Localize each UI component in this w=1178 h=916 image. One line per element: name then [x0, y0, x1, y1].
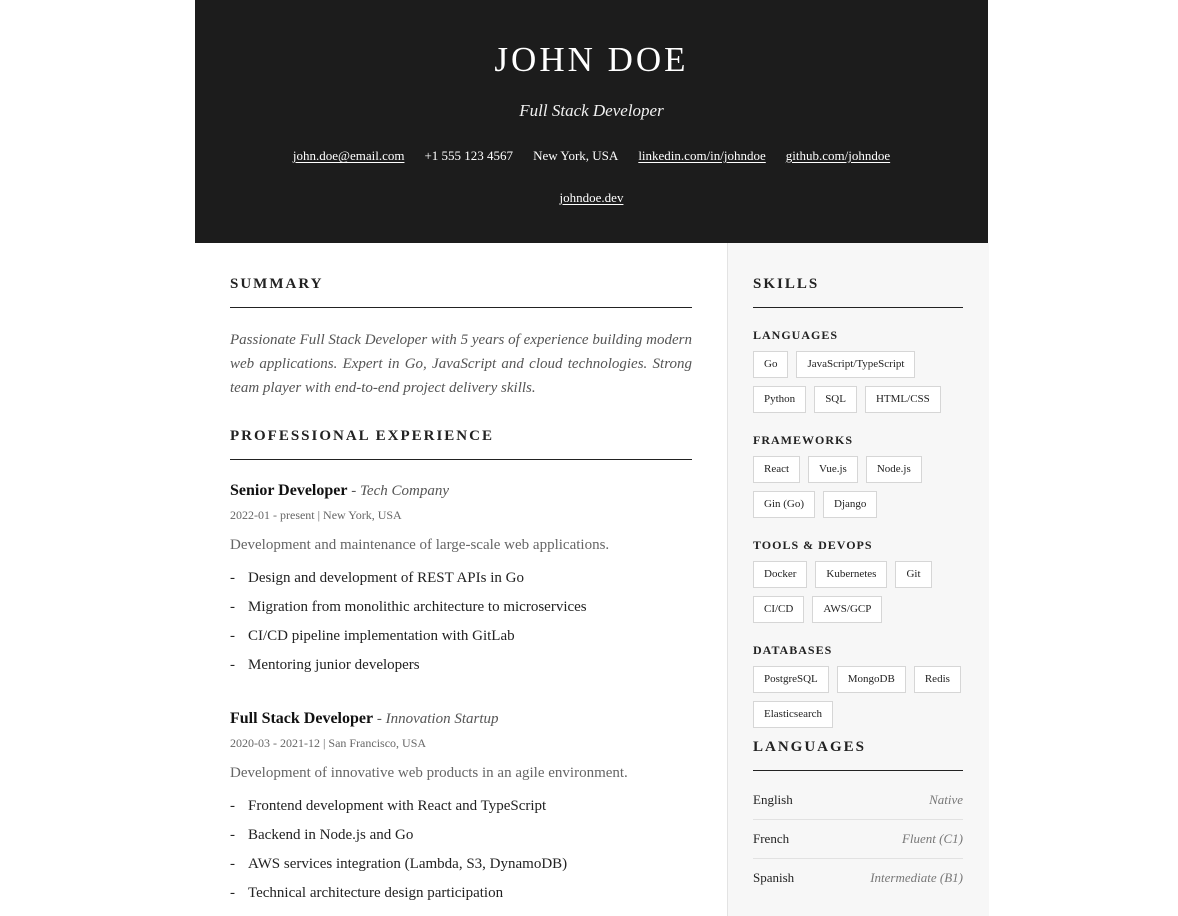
job-bullets [230, 568, 692, 684]
job-bullet-text: Technical architecture design participation [248, 885, 504, 901]
candidate-title: Full Stack Developer [519, 101, 664, 120]
job-company: Tech Company [359, 483, 449, 499]
dash-icon: - [230, 657, 235, 673]
job-header [230, 710, 692, 728]
dash-icon: - [230, 599, 235, 615]
job-bullet [230, 626, 692, 655]
resume-page [195, 0, 988, 916]
job-role: Senior Developer [230, 482, 348, 499]
skill-tag: Vue.js [808, 456, 858, 483]
job-header [230, 482, 692, 500]
job-bullet-text: Backend in Node.js and Go [248, 827, 414, 843]
skill-tag: React [753, 456, 800, 483]
job-separator: - [347, 483, 360, 499]
sidebar [727, 243, 989, 916]
dash-icon: - [230, 827, 235, 843]
skill-tag: Python [753, 386, 806, 413]
job-bullet-text: Frontend development with React and TypeScript [248, 798, 547, 814]
experience-heading: PROFESSIONAL EXPERIENCE [230, 428, 692, 460]
job-bullet [230, 883, 692, 912]
skill-tags [753, 666, 963, 728]
skill-group-title: LANGUAGES [753, 328, 839, 342]
language-list [753, 781, 963, 897]
job-description: Development and maintenance of large-scale web applications. [230, 537, 610, 553]
job-bullet-text: AWS services integration (Lambda, S3, DynamoDB) [248, 856, 568, 872]
linkedin-link[interactable]: linkedin.com/in/johndoe [638, 148, 766, 163]
skill-tag: Git [895, 561, 931, 588]
job-bullets [230, 796, 692, 912]
skill-tag: Redis [914, 666, 961, 693]
experience-section [230, 428, 692, 912]
github-link[interactable]: github.com/johndoe [785, 148, 891, 163]
job-bullet-text: CI/CD pipeline implementation with GitLab [248, 628, 515, 644]
skill-group-title: TOOLS & DEVOPS [753, 538, 873, 552]
job-bullet-text: Design and development of REST APIs in Go [248, 570, 524, 586]
job-bullet [230, 796, 692, 825]
summary-text: Passionate Full Stack Developer with 5 years of experience building modern web applications. Expert in Go, JavaScript and cloud technologies. Strong team player with end-to-end project delivery skills. [230, 332, 692, 396]
dash-icon: - [230, 856, 235, 872]
dash-icon: - [230, 628, 235, 644]
skill-tag: Go [753, 351, 788, 378]
job-bullet [230, 568, 692, 597]
job-bullet-text: Mentoring junior developers [248, 657, 420, 673]
skill-tags [753, 351, 963, 413]
resume-header [195, 0, 988, 243]
job-bullet [230, 854, 692, 883]
job-meta: 2020-03 - 2021-12 | San Francisco, USA [230, 736, 427, 750]
skill-group-title: FRAMEWORKS [753, 433, 853, 447]
skill-tag: Docker [753, 561, 807, 588]
dash-icon: - [230, 570, 235, 586]
skill-tag: Node.js [866, 456, 922, 483]
job-bullet [230, 655, 692, 684]
job-company: Innovation Startup [385, 711, 499, 727]
skill-tag: SQL [814, 386, 857, 413]
languages-heading: LANGUAGES [753, 739, 963, 771]
location: New York, USA [533, 148, 619, 163]
summary-heading: SUMMARY [230, 276, 692, 308]
job-entry [230, 482, 692, 684]
dash-icon: - [230, 798, 235, 814]
skill-tag: JavaScript/TypeScript [796, 351, 915, 378]
job-separator: - [373, 711, 386, 727]
skill-tag: CI/CD [753, 596, 804, 623]
language-row [753, 820, 963, 859]
language-level: Fluent (C1) [901, 831, 963, 846]
skill-tags [753, 456, 963, 518]
main-column [230, 243, 692, 916]
skill-tag: PostgreSQL [753, 666, 829, 693]
contact-list [255, 146, 928, 208]
skill-tag: Django [823, 491, 877, 518]
language-row [753, 859, 963, 897]
candidate-name: JOHN DOE [494, 40, 689, 79]
skill-tag: AWS/GCP [812, 596, 882, 623]
job-entry [230, 710, 692, 912]
job-role: Full Stack Developer [230, 710, 374, 727]
skills-heading: SKILLS [753, 276, 963, 308]
languages-section [753, 739, 963, 897]
job-bullet [230, 825, 692, 854]
skills-section [753, 276, 963, 728]
skill-tag: Kubernetes [815, 561, 887, 588]
skill-tag: MongoDB [837, 666, 906, 693]
email-link[interactable]: john.doe@email.com [292, 148, 405, 163]
job-meta: 2022-01 - present | New York, USA [230, 508, 402, 522]
language-level: Intermediate (B1) [870, 870, 963, 885]
dash-icon: - [230, 885, 235, 901]
summary-section [230, 276, 692, 400]
language-name: French [753, 831, 790, 846]
skill-tag: HTML/CSS [865, 386, 941, 413]
language-row [753, 781, 963, 820]
website-link[interactable]: johndoe.dev [559, 190, 624, 205]
skill-tags [753, 561, 963, 623]
job-description: Development of innovative web products in an agile environment. [230, 765, 628, 781]
phone-number: +1 555 123 4567 [424, 148, 514, 163]
language-name: Spanish [753, 870, 795, 885]
job-bullet [230, 597, 692, 626]
job-bullet-text: Migration from monolithic architecture to microservices [248, 599, 587, 615]
language-name: English [753, 792, 793, 807]
language-level: Native [929, 792, 963, 807]
skill-tag: Elasticsearch [753, 701, 833, 728]
skill-group-title: DATABASES [753, 643, 833, 657]
skill-tag: Gin (Go) [753, 491, 815, 518]
